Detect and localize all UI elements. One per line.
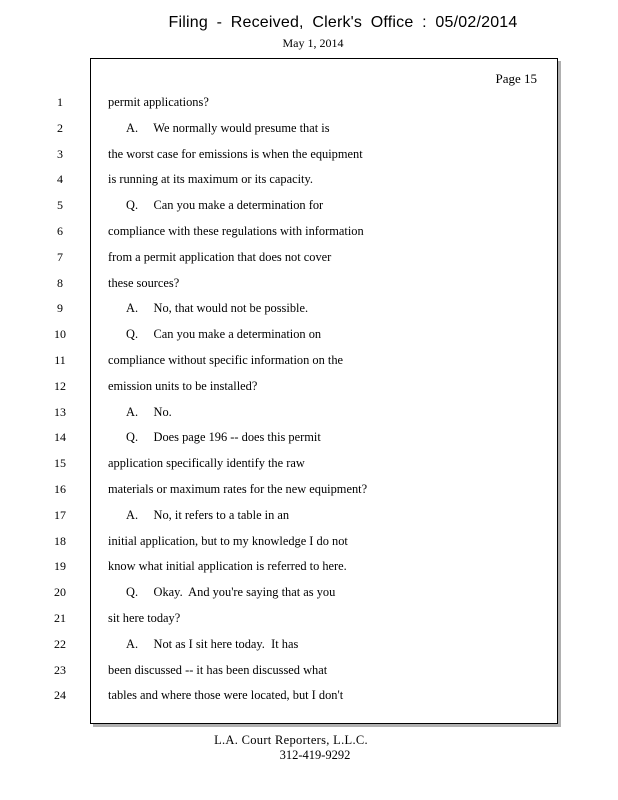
line-text: A. No, it refers to a table in an: [126, 507, 290, 522]
line-text: sit here today?: [108, 611, 181, 625]
line-number: 23: [54, 662, 66, 677]
transcript-line: [0, 558, 560, 584]
line-text: compliance without specific information on the: [108, 353, 344, 367]
transcript-date: May 1, 2014: [282, 36, 344, 50]
line-text: been discussed -- it has been discussed what: [108, 662, 328, 677]
transcript-line: [0, 533, 560, 559]
line-number: 12: [54, 378, 66, 393]
line-number: 7: [57, 249, 63, 264]
line-text: initial application, but to my knowledge I do not: [108, 533, 348, 548]
line-text: from a permit application that does not cover: [108, 249, 332, 264]
transcript-line: [0, 120, 560, 146]
transcript-line: [0, 610, 560, 636]
transcript-line: [0, 223, 560, 249]
page-number: Page 15: [495, 71, 537, 86]
footer-phone: 312-419-9292: [279, 748, 351, 762]
line-number: 1: [57, 95, 63, 109]
footer-company: L.A. Court Reporters, L.L.C.: [214, 733, 368, 747]
transcript-line: [0, 404, 560, 430]
transcript-line: [0, 249, 560, 275]
line-text: A. Not as I sit here today. It has: [126, 636, 299, 651]
transcript-line: [0, 275, 560, 301]
filing-stamp: Filing - Received, Clerk's Office : 05/02/2014: [168, 14, 518, 31]
line-text: A. No, that would not be possible.: [126, 301, 309, 316]
line-text: A. No.: [126, 404, 172, 419]
line-number: 3: [57, 146, 63, 161]
transcript-line: [0, 197, 560, 223]
transcript-line: [0, 171, 560, 197]
line-number: 17: [54, 507, 66, 522]
line-text: Q. Can you make a determination on: [126, 327, 322, 342]
line-text: compliance with these regulations with information: [108, 224, 364, 238]
line-text: application specifically identify the raw: [108, 456, 305, 471]
line-text: know what initial application is referred to here.: [108, 559, 347, 574]
line-number: 18: [54, 533, 66, 548]
transcript-line: [0, 352, 560, 378]
line-number: 21: [54, 611, 66, 625]
line-number: 13: [54, 404, 66, 419]
line-text: A. We normally would presume that is: [126, 120, 330, 135]
line-number: 10: [54, 327, 66, 342]
line-number: 8: [57, 275, 63, 290]
line-text: permit applications?: [108, 95, 209, 109]
transcript-line: [0, 378, 560, 404]
transcript-line: [0, 455, 560, 481]
line-text: materials or maximum rates for the new equipment?: [108, 482, 368, 496]
transcript-line: [0, 326, 560, 352]
line-text: Q. Does page 196 -- does this permit: [126, 430, 321, 445]
line-number: 24: [54, 688, 66, 703]
line-text: tables and where those were located, but I don't: [108, 688, 344, 703]
line-text: the worst case for emissions is when the equipment: [108, 146, 363, 161]
line-number: 4: [57, 172, 63, 187]
line-number: 16: [54, 482, 66, 496]
line-number: 22: [54, 636, 66, 651]
line-number: 14: [54, 430, 66, 445]
line-number: 19: [54, 559, 66, 574]
line-number: 6: [57, 224, 63, 238]
line-text: is running at its maximum or its capacity.: [108, 172, 313, 187]
line-text: Q. Okay. And you're saying that as you: [126, 585, 336, 600]
line-number: 5: [57, 198, 63, 213]
transcript-line: [0, 636, 560, 662]
line-number: 11: [54, 353, 66, 367]
transcript-line: [0, 687, 560, 713]
transcript-line: [0, 584, 560, 610]
line-text: emission units to be installed?: [108, 378, 258, 393]
transcript-line: [0, 300, 560, 326]
line-text: Q. Can you make a determination for: [126, 198, 324, 213]
line-number: 9: [57, 301, 63, 316]
transcript-line: [0, 146, 560, 172]
transcript-line: [0, 662, 560, 688]
transcript-line: [0, 94, 560, 120]
line-number: 20: [54, 585, 66, 600]
transcript-line: [0, 507, 560, 533]
line-text: these sources?: [108, 275, 180, 290]
line-number: 2: [57, 120, 63, 135]
transcript-line: [0, 429, 560, 455]
transcript-line: [0, 481, 560, 507]
line-number: 15: [54, 456, 66, 471]
